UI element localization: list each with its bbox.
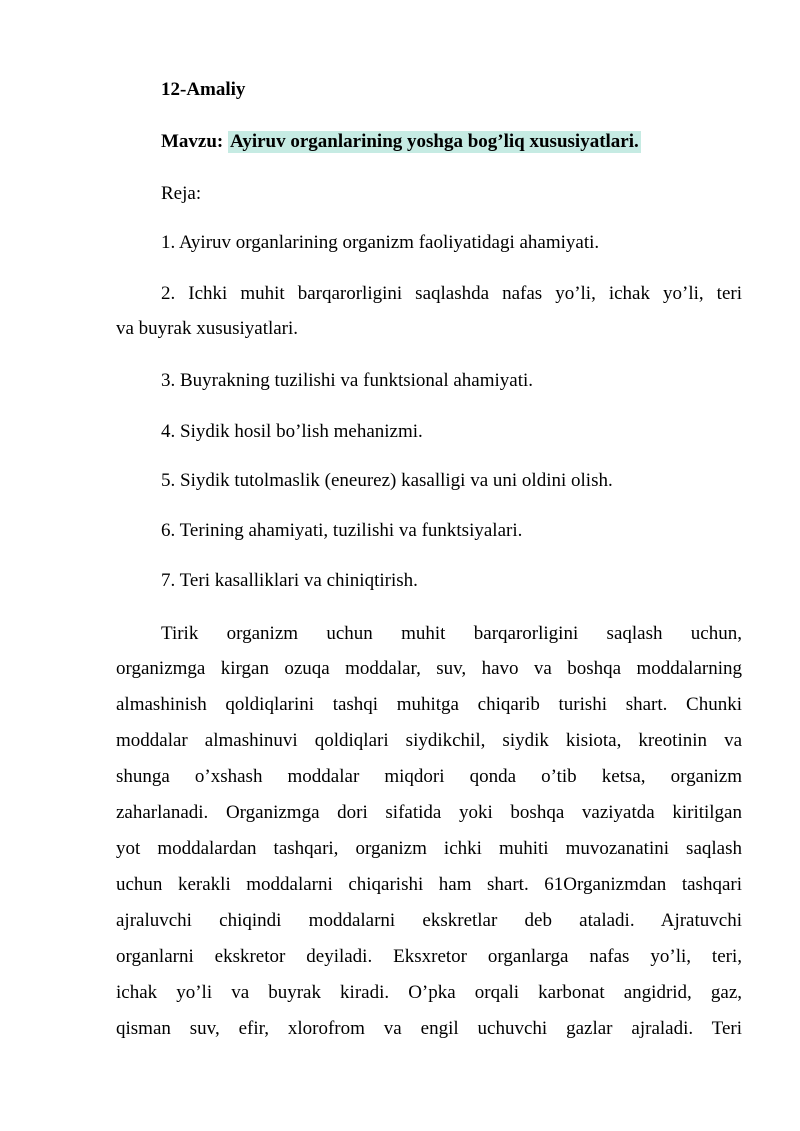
topic-heading — [161, 130, 641, 154]
body-line: shunga o’xshash moddalar miqdori qonda o’tib ketsa, organizm — [116, 766, 742, 787]
body-line: uchun kerakli moddalarni chiqarishi ham shart. 61Organizmdan tashqari — [116, 874, 742, 895]
plan-item: 2. Ichki muhit barqarorligini saqlashda nafas yo’li, ichak yo’li, teri — [161, 283, 742, 304]
plan-label: Reja: — [161, 183, 202, 204]
plan-item: 6. Terining ahamiyati, tuzilishi va funktsiyalari. — [161, 520, 523, 541]
plan-item: 1. Ayiruv organlarining organizm faoliyatidagi ahamiyati. — [161, 232, 600, 253]
plan-item: 4. Siydik hosil bo’lish mehanizmi. — [161, 421, 423, 442]
plan-item-continuation: va buyrak xususiyatlari. — [116, 318, 299, 339]
body-line: organlarni ekskretor deyiladi. Eksxretor organlarga nafas yo’li, teri, — [116, 946, 742, 967]
body-line: organizmga kirgan ozuqa moddalar, suv, havo va boshqa moddalarning — [116, 658, 742, 679]
plan-item: 7. Teri kasalliklari va chiniqtirish. — [161, 570, 418, 591]
plan-item: 3. Buyrakning tuzilishi va funktsional ahamiyati. — [161, 370, 534, 391]
body-line: almashinish qoldiqlarini tashqi muhitga chiqarib turishi shart. Chunki — [116, 694, 742, 715]
plan-item: 5. Siydik tutolmaslik (eneurez) kasalligi va uni oldini olish. — [161, 470, 613, 491]
body-line: yot moddalardan tashqari, organizm ichki muhiti muvozanatini saqlash — [116, 838, 742, 859]
body-line: Tirik organizm uchun muhit barqarorligini saqlash uchun, — [161, 623, 742, 644]
body-line: qisman suv, efir, xlorofrom va engil uchuvchi gazlar ajraladi. Teri — [116, 1018, 742, 1039]
body-line: ajraluvchi chiqindi moddalarni ekskretlar deb ataladi. Ajratuvchi — [116, 910, 742, 931]
topic-label: Mavzu: — [161, 131, 224, 152]
body-line: zaharlanadi. Organizmga dori sifatida yoki boshqa vaziyatda kiritilgan — [116, 802, 742, 823]
topic-title-highlighted: Ayiruv organlarining yoshga bog’liq xususiyatlari. — [230, 131, 639, 152]
practical-number: 12-Amaliy — [161, 79, 246, 100]
body-line: moddalar almashinuvi qoldiqlari siydikchil, siydik kisiota, kreotinin va — [116, 730, 742, 751]
body-line: ichak yo’li va buyrak kiradi. O’pka orqali karbonat angidrid, gaz, — [116, 982, 742, 1003]
